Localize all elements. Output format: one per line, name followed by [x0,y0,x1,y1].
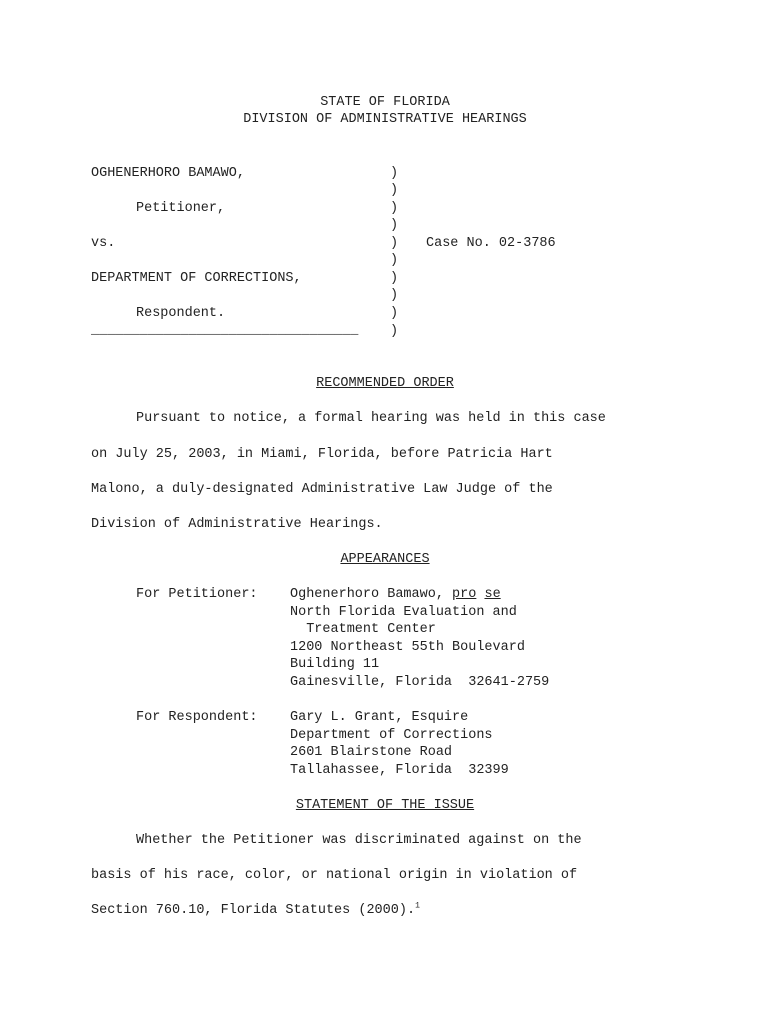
appearances-heading: APPEARANCES [340,552,430,567]
petitioner-appearance-name [290,587,501,603]
intro-line: Pursuant to notice, a formal hearing was held in this case [136,411,606,426]
issue-line: Whether the Petitioner was discriminated against on the [136,833,582,848]
caption-bracket: ) [390,218,399,233]
caption-bracket: ) [390,306,399,321]
caption-bracket: ) [390,166,399,181]
respondent-appearance-line: Tallahassee, Florida 32399 [290,763,509,778]
issue-line: Section 760.10, Florida Statutes (2000). [91,903,416,918]
caption-bracket: ) [390,324,399,339]
intro-line: Malono, a duly-designated Administrative Law Judge of the [91,482,553,497]
petitioner-role: Petitioner, [136,201,226,216]
petitioner-address-line: North Florida Evaluation and [290,605,517,620]
petitioner-address-line: 1200 Northeast 55th Boulevard [290,640,525,655]
respondent-appearance-line: Department of Corrections [290,728,493,743]
issue-line: basis of his race, color, or national origin in violation of [91,868,578,883]
caption-bracket: ) [390,253,399,268]
versus-label: vs. [91,236,116,251]
caption-rule-line: _________________________________ [91,323,359,338]
respondent-name: DEPARTMENT OF CORRECTIONS, [91,271,302,286]
petitioner-address-line: Building 11 [290,657,380,672]
respondent-role: Respondent. [136,306,226,321]
petitioner-address-line: Treatment Center [290,622,436,637]
issue-heading: STATEMENT OF THE ISSUE [295,798,475,813]
petitioner-counsel-name: Oghenerhoro Bamawo, [290,587,444,602]
petitioner-label: For Petitioner: [136,587,258,602]
issue-line-final [91,903,420,919]
respondent-label: For Respondent: [136,710,258,725]
footnote-marker[interactable]: 1 [415,901,420,911]
order-title: RECOMMENDED ORDER [316,376,454,391]
caption-bracket: ) [390,288,399,303]
se-word: se [484,587,501,602]
pro-word: pro [452,587,477,602]
petitioner-name: OGHENERHORO BAMAWO, [91,166,245,181]
caption-bracket: ) [390,201,399,216]
caption-bracket: ) [390,236,399,251]
caption-bracket: ) [390,183,399,198]
header-state: STATE OF FLORIDA [320,95,450,110]
intro-line: Division of Administrative Hearings. [91,517,383,532]
header-division: DIVISION OF ADMINISTRATIVE HEARINGS [243,112,527,127]
respondent-appearance-line: Gary L. Grant, Esquire [290,710,469,725]
petitioner-address-line: Gainesville, Florida 32641-2759 [290,675,550,690]
intro-line: on July 25, 2003, in Miami, Florida, before Patricia Hart [91,447,553,462]
caption-bracket: ) [390,271,399,286]
case-number: Case No. 02-3786 [426,236,556,251]
respondent-appearance-line: 2601 Blairstone Road [290,745,453,760]
